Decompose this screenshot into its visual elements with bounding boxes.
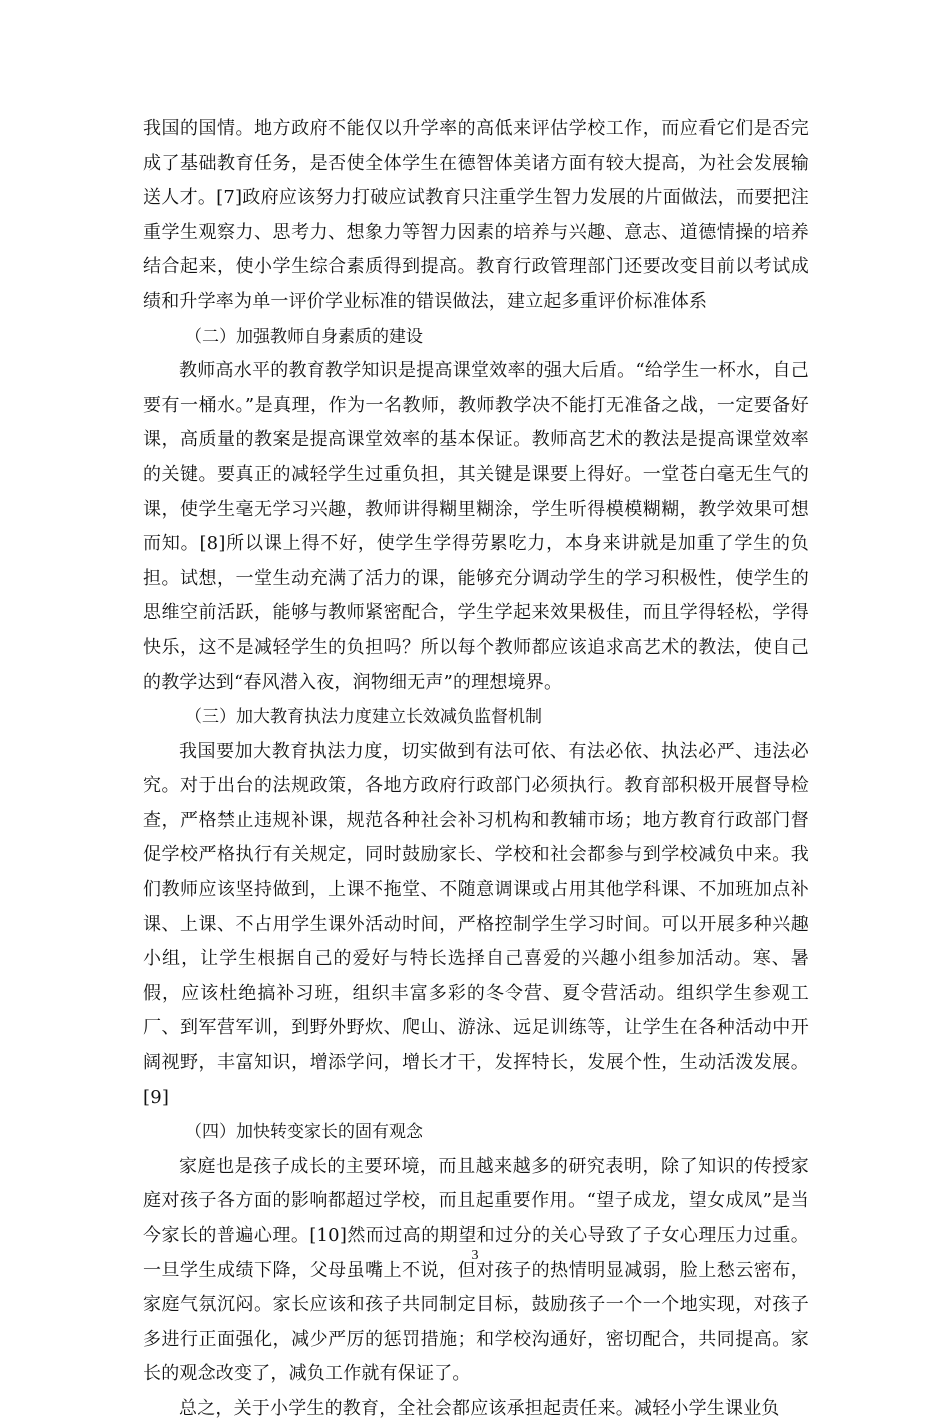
paragraph-conclusion: 总之，关于小学生的教育，全社会都应该承担起责任来。减轻小学生课业负 [179,1397,780,1419]
section-heading-4: （四）加快转变家长的固有观念 [185,1122,423,1143]
paragraph-intro: 我国的国情。地方政府不能仅以升学率的高低来评估学校工作，而应看它们是否完成了基础教育任务，是否使全体学生在德智体美诸方面有较大提高，为社会发展输送人才。[7]政府应该努力打破应试教育只注重学生智力发展的片面做法，而要把注重学生观察力、思考力、想象力等智力因素的培养与兴趣、意志、道德情操的培养结合起来，使小学生综合素质得到提高。教育行政管理部门还要改变目前以考试成绩和升学率为单一评价学业标准的错误做法，建立起多重评价标准体系 [143,118,809,312]
section-heading-2: （二）加强教师自身素质的建设 [185,326,423,347]
paragraph-parents: 家庭也是孩子成长的主要环境，而且越来越多的研究表明，除了知识的传授家庭对孩子各方面的影响都超过学校，而且起重要作用。“望子成龙，望女成凤”是当今家长的普遍心理。[10]然而过高的期望和过分的关心导致了子女心理压力过重。一旦学生成绩下降，父母虽嘴上不说，但对孩子的热情明显减弱，脸上愁云密布，家庭气氛沉闷。家长应该和孩子共同制定目标，鼓励孩子一个一个地实现，对孩子多进行正面强化，减少严厉的惩罚措施；和学校沟通好，密切配合，共同提高。家长的观念改变了，减负工作就有保证了。 [143,1155,809,1385]
paragraph-teacher-quality: 教师高水平的教育教学知识是提高课堂效率的强大后盾。“给学生一杯水，自己要有一桶水。”是真理，作为一名教师，教师教学决不能打无准备之战，一定要备好课，高质量的教案是提高课堂效率的基本保证。教师高艺术的教法是提高课堂效率的关键。要真正的减轻学生过重负担，其关键是课要上得好。一堂苍白毫无生气的课，使学生毫无学习兴趣，教师讲得糊里糊涂，学生听得模模糊糊，教学效果可想而知。[8]所以课上得不好，使学生学得劳累吃力，本身来讲就是加重了学生的负担。试想，一堂生动充满了活力的课，能够充分调动学生的学习积极性，使学生的思维空前活跃，能够与教师紧密配合，学生学起来效果极佳，而且学得轻松，学得快乐，这不是减轻学生的负担吗？所以每个教师都应该追求高艺术的教法，使自己的教学达到“春风潜入夜，润物细无声”的理想境界。 [143,360,809,693]
paragraph-law-enforcement: 我国要加大教育执法力度，切实做到有法可依、有法必依、执法必严、违法必究。对于出台的法规政策，各地方政府行政部门必须执行。教育部积极开展督导检查，严格禁止违规补课，规范各种社会补习机构和教辅市场；地方教育行政部门督促学校严格执行有关规定，同时鼓励家长、学校和社会都参与到学校减负中来。我们教师应该坚持做到，上课不拖堂、不随意调课或占用其他学科课、不加班加点补课、上课、不占用学生课外活动时间，严格控制学生学习时间。可以开展多种兴趣小组，让学生根据自己的爱好与特长选择自己喜爱的兴趣小组参加活动。寒、暑假，应该杜绝搞补习班，组织丰富多彩的冬令营、夏令营活动。组织学生参观工厂、到军营军训，到野外野炊、爬山、游泳、远足训练等，让学生在各种活动中开阔视野，丰富知识，增添学问，增长才干，发挥特长，发展个性，生动活泼发展。[9] [143,740,809,1108]
page-number: 3 [471,1248,479,1263]
section-heading-3: （三）加大教育执法力度建立长效减负监督机制 [185,707,542,728]
document-body [143,112,809,1427]
